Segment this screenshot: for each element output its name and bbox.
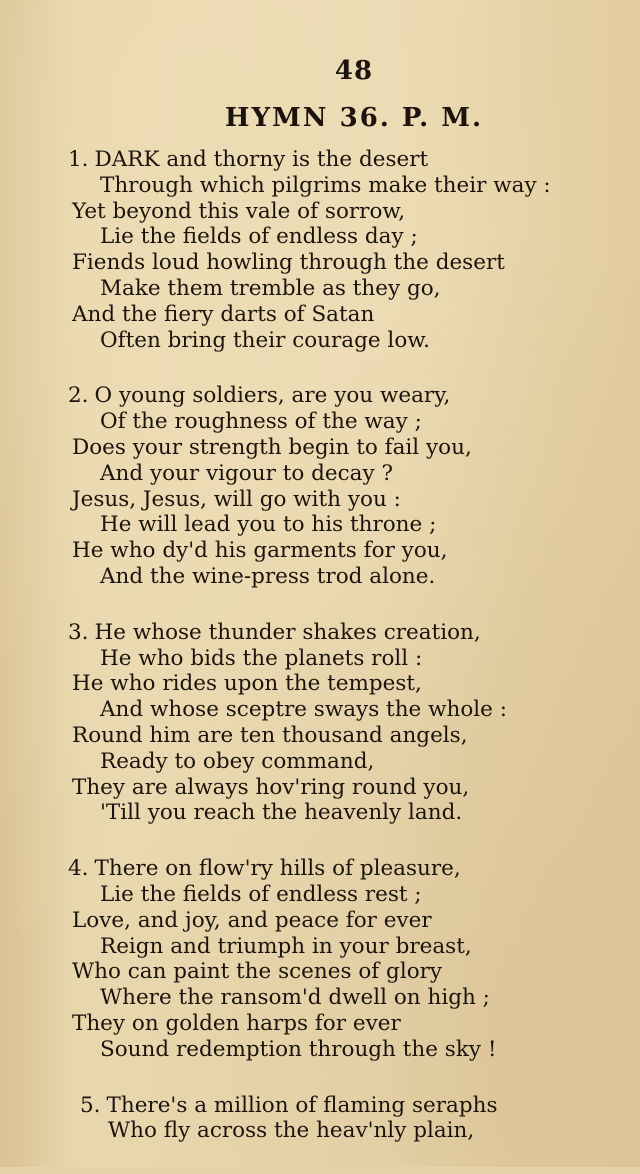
verse-line-text: Jesus, Jesus, will go with you : (72, 486, 401, 512)
verse-3 (68, 619, 632, 826)
verse-number: 1. (68, 147, 89, 172)
verse-line-text: Who fly across the heav'nly plain, (108, 1118, 475, 1144)
verse-line (72, 1093, 632, 1119)
verse-line-text: Reign and triumph in your breast, (100, 933, 472, 959)
verse-line (72, 697, 632, 723)
verse-2 (68, 383, 632, 589)
verse-line (72, 328, 632, 354)
verse-line-text: He whose thunder shakes creation, (94, 619, 481, 645)
verse-line-text: Lie the fields of endless day ; (100, 224, 418, 250)
verse-number: 2. (68, 383, 89, 409)
verse-line (72, 173, 632, 199)
verse-number: 5. (80, 1092, 101, 1118)
hymn-title: HYMN 36. P. M. (224, 103, 484, 133)
verse-line-text: Who can paint the scenes of glory (72, 959, 443, 985)
hymn-verses (68, 147, 632, 1174)
verse-line (72, 908, 632, 934)
verse-line (72, 882, 632, 908)
verse-line (72, 512, 632, 538)
verse-5 (72, 1093, 632, 1145)
verse-line-text: Of the roughness of the way ; (100, 409, 422, 435)
verse-line (72, 564, 632, 590)
verse-line (72, 302, 632, 328)
verse-line-text: And whose sceptre sways the whole : (100, 697, 507, 723)
verse-line (72, 435, 632, 461)
verse-line-text: Love, and joy, and peace for ever (72, 907, 432, 933)
verse-line-text: Does your strength begin to fail you, (72, 434, 472, 460)
verse-line (68, 856, 632, 882)
verse-line (72, 487, 632, 513)
verse-line-text: Yet beyond this vale of sorrow, (72, 198, 406, 224)
verse-1 (68, 147, 632, 353)
verse-line (72, 723, 632, 749)
page-number: 48 (334, 56, 374, 86)
verse-line-text: And your vigour to decay ? (100, 460, 393, 486)
verse-number: 3. (68, 619, 89, 645)
verse-4 (68, 856, 632, 1062)
verse-line-text: There's a million of flaming seraphs (106, 1092, 498, 1118)
verse-line (72, 671, 632, 697)
verse-line-text: He who dy'd his garments for you, (72, 538, 448, 564)
verse-line (72, 1011, 632, 1037)
verse-line-text: Make them tremble as they go, (100, 275, 441, 301)
verse-line (72, 985, 632, 1011)
verse-line (68, 147, 632, 173)
verse-line-text: Lie the fields of endless rest ; (100, 881, 422, 907)
verse-line-text: Where the ransom'd dwell on high ; (100, 985, 490, 1011)
verse-line (68, 619, 632, 646)
verse-line-text: Often bring their courage low. (100, 327, 430, 353)
verse-line-text: There on flow'ry hills of pleasure, (94, 856, 461, 882)
verse-line (72, 800, 632, 826)
verse-line (72, 775, 632, 801)
verse-line (72, 1118, 632, 1144)
verse-line (72, 250, 632, 276)
verse-line (72, 1037, 632, 1063)
verse-number: 4. (68, 856, 89, 882)
verse-line (72, 646, 632, 672)
verse-line-text: Ready to obey command, (100, 748, 375, 774)
verse-line-text: And the wine-press trod alone. (100, 563, 436, 589)
verse-line (68, 383, 632, 409)
verse-line-text: And the fiery darts of Satan (72, 301, 375, 327)
verse-line (72, 538, 632, 564)
verse-line (72, 461, 632, 487)
verse-line (72, 749, 632, 775)
verse-line-text: O young soldiers, are you weary, (94, 383, 451, 409)
verse-line (72, 224, 632, 250)
verse-line-text: DARK and thorny is the desert (94, 147, 429, 172)
verse-line (72, 409, 632, 435)
verse-line (72, 934, 632, 960)
verse-line-text: 'Till you reach the heavenly land. (100, 800, 463, 826)
verse-line-text: Through which pilgrims make their way : (100, 172, 551, 198)
verse-line-text: He who rides upon the tempest, (72, 671, 422, 697)
verse-line (72, 959, 632, 985)
verse-line-text: He who bids the planets roll : (100, 645, 423, 671)
verse-line-text: He will lead you to his throne ; (100, 512, 437, 538)
verse-line-text: Fiends loud howling through the desert (72, 250, 505, 276)
verse-line-text: Sound redemption through the sky ! (100, 1036, 497, 1062)
verse-line-text: They on golden harps for ever (72, 1010, 401, 1036)
verse-line (72, 276, 632, 302)
verse-line (72, 199, 632, 225)
verse-line-text: Round him are ten thousand angels, (72, 722, 468, 748)
verse-line-text: They are always hov'ring round you, (72, 774, 470, 800)
